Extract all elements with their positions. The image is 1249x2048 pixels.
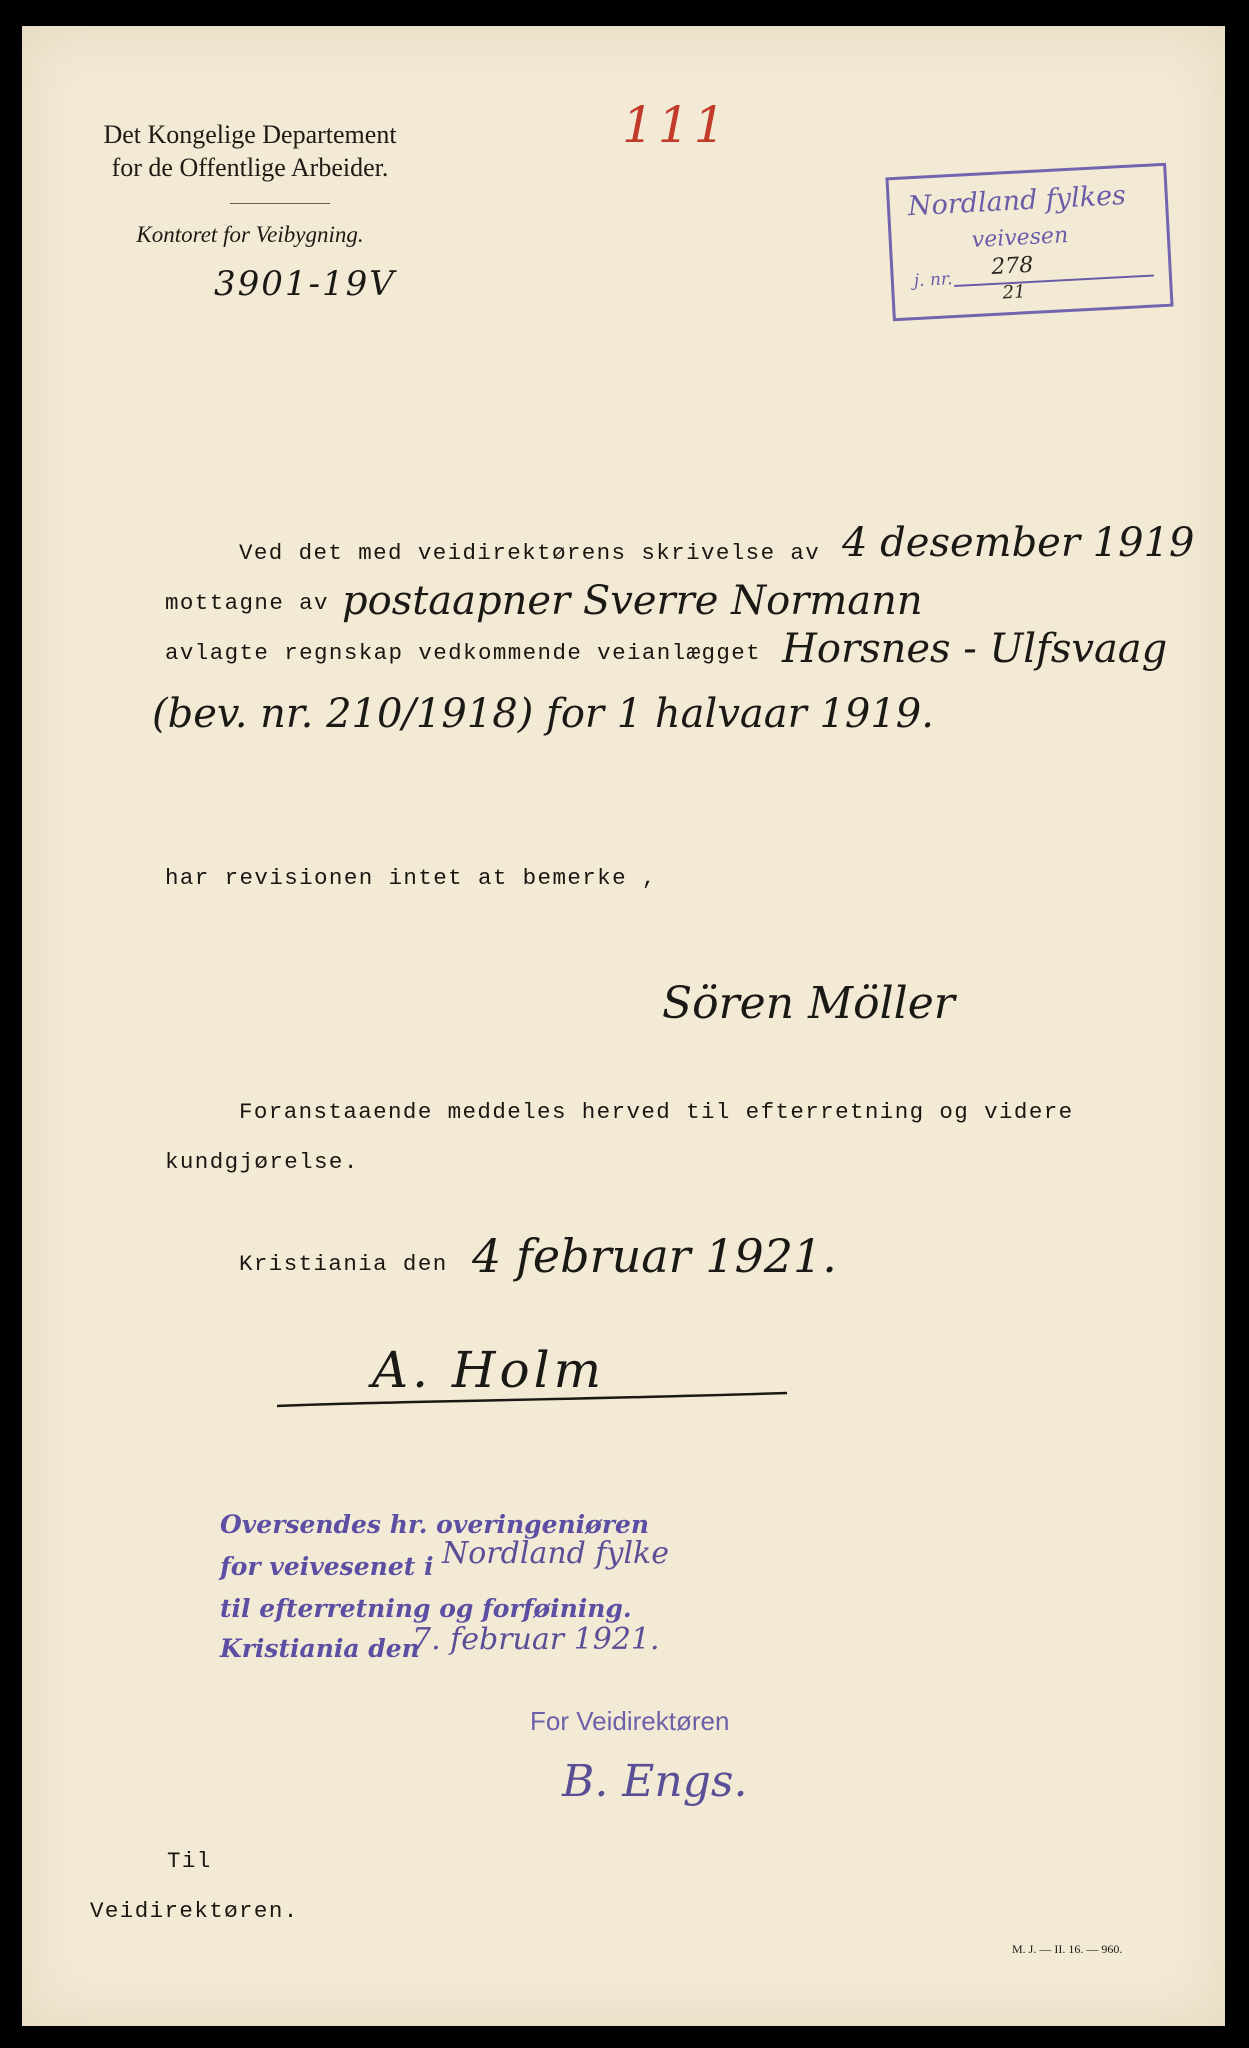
- signature-underline: [272, 1371, 792, 1431]
- form-code: M. J. — II. 16. — 960.: [1012, 1942, 1123, 1956]
- body-line3-handwriting: Horsnes - Ulfsvaag: [782, 626, 1168, 672]
- body-line3-text: avlagte regnskap vedkommende veianlægget: [165, 640, 762, 666]
- place-date-handwriting: 4 februar 1921.: [472, 1229, 837, 1283]
- body-line2-text: mottagne av: [165, 590, 329, 616]
- body-line1-handwriting: 4 desember 1919: [842, 520, 1195, 566]
- office-name: Kontoret for Veibygning.: [136, 222, 364, 247]
- place-date-text: Kristiania den: [239, 1251, 448, 1277]
- endorsement-line4-handwriting: 7. februar 1921.: [412, 1622, 660, 1657]
- stamp-jnr-value: 278: [990, 252, 1034, 281]
- til-label: Til: [167, 1848, 212, 1874]
- signature-official: A. Holm: [372, 1341, 606, 1399]
- red-mark: 111: [622, 96, 730, 154]
- stamp-jnr-label: j. nr.: [913, 269, 954, 292]
- body-line1-text: Ved det med veidirektørens skrivelse av: [239, 540, 821, 566]
- endorsement-line1: Oversendes hr. overingeniøren: [220, 1510, 650, 1539]
- recipient-label: Veidirektøren.: [90, 1898, 299, 1924]
- stamp-line2: veivesen: [971, 222, 1069, 253]
- endorsement-signature: B. Engs.: [562, 1756, 748, 1807]
- signature-sorin-moller: Sören Möller: [662, 978, 955, 1029]
- header-divider: [230, 203, 330, 204]
- document-page: [22, 26, 1225, 2026]
- for-veidirektoren-label: For Veidirektøren: [530, 1706, 730, 1736]
- body-line4-handwriting: (bev. nr. 210/1918) for 1 halvaar 1919.: [152, 691, 934, 737]
- endorsement-line2-text: for veivesenet i: [220, 1552, 434, 1581]
- forward-line1: Foranstaaende meddeles herved til efterretning og videre: [239, 1099, 1074, 1125]
- department-name-line1: Det Kongelige Departement: [103, 120, 397, 149]
- stamp-jnr-sub: 21: [1002, 281, 1027, 304]
- endorsement-line3: til efterretning og forføining.: [220, 1594, 632, 1623]
- forward-line2: kundgjørelse.: [165, 1149, 359, 1175]
- stamp-jnr-rule: [954, 275, 1154, 287]
- reference-number: 3901-19V: [214, 264, 396, 304]
- department-name-line2: for de Offentlige Arbeider.: [111, 153, 389, 182]
- endorsement-line2-handwriting: Nordland fylke: [442, 1536, 669, 1571]
- stamp-line1: Nordland fylkes: [907, 179, 1127, 223]
- remark-text: har revisionen intet at bemerke ,: [165, 865, 657, 891]
- endorsement-line4-text: Kristiania den: [220, 1634, 420, 1663]
- body-line2-handwriting: postaapner Sverre Normann: [342, 578, 923, 624]
- registration-stamp: [885, 163, 1173, 322]
